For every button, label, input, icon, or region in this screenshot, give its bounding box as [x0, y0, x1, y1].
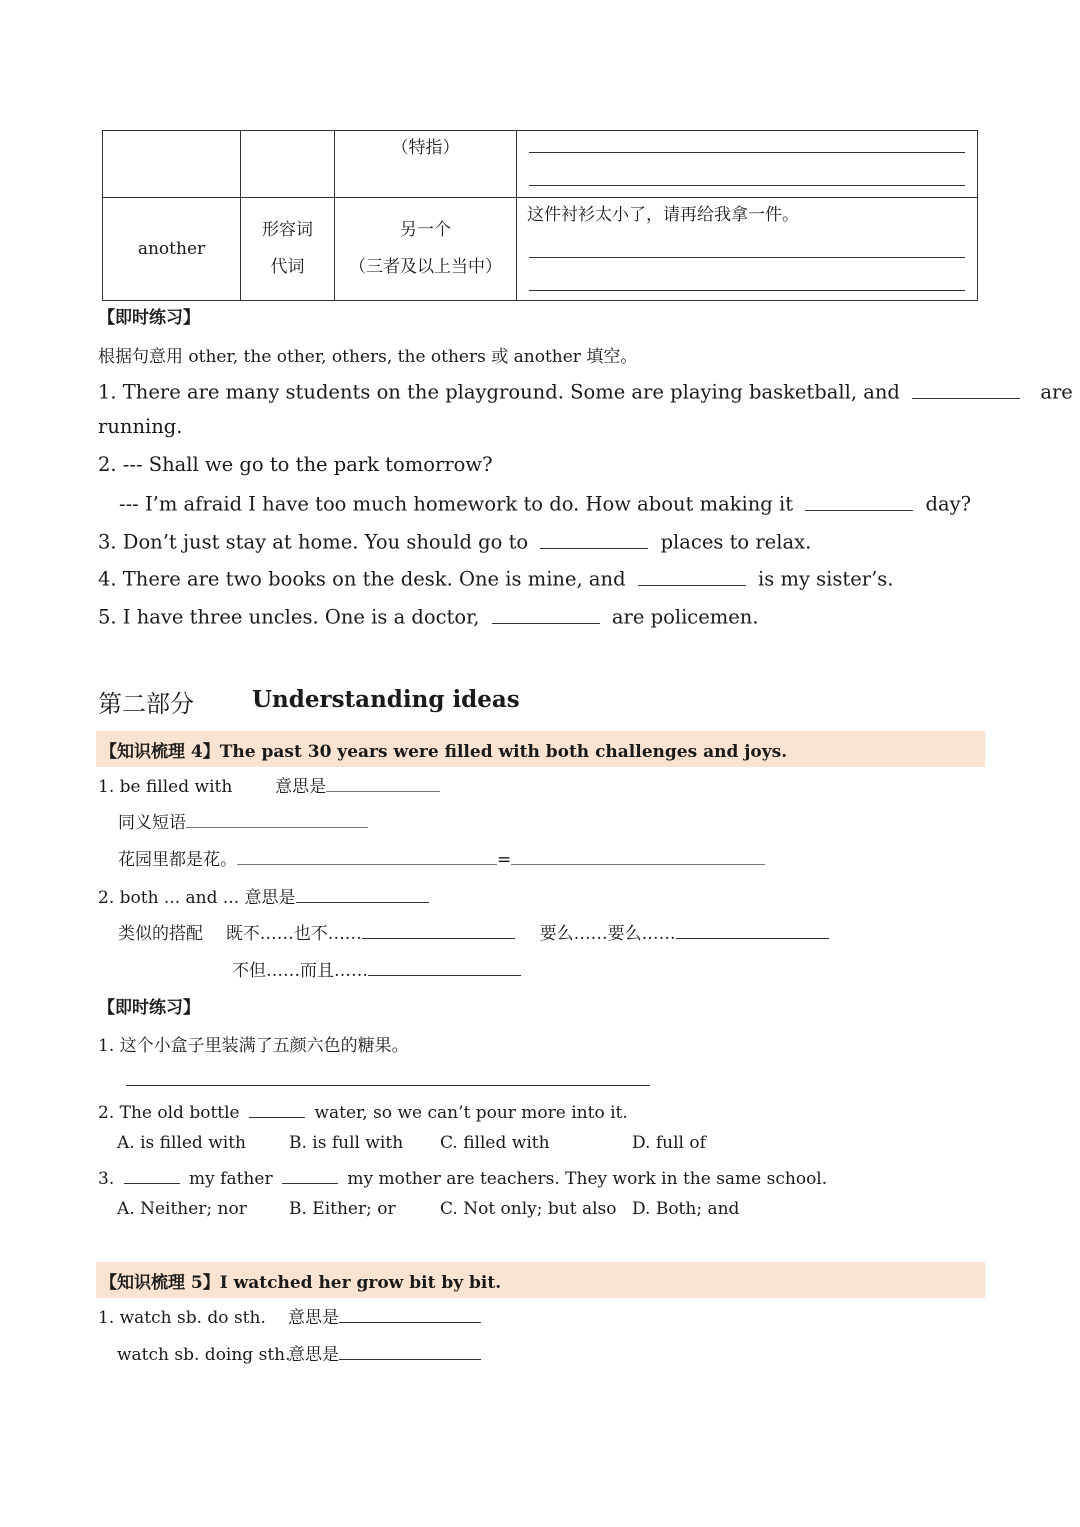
answer-line[interactable] — [126, 1085, 650, 1086]
answer-blank[interactable] — [124, 1166, 180, 1184]
option-c[interactable]: C. Not only; but also — [440, 1199, 617, 1219]
answer-line — [529, 153, 965, 186]
question-1 — [98, 378, 1073, 404]
answer-blank[interactable] — [676, 921, 829, 939]
answer-blank[interactable] — [805, 490, 913, 511]
synonym-label: 同义短语 — [118, 813, 186, 833]
question-text: are — [1040, 380, 1073, 404]
answer-blank[interactable] — [638, 565, 746, 586]
meaning-note: （三者及以上当中） — [349, 257, 502, 277]
answer-blank[interactable] — [368, 958, 521, 976]
meaning-cell — [335, 198, 517, 301]
answer-blank[interactable] — [249, 1100, 305, 1118]
k4-garden — [118, 845, 765, 870]
answer-blank[interactable] — [282, 1166, 338, 1184]
question-text: is my sister’s. — [758, 567, 894, 591]
question-text: 4. There are two books on the desk. One is mine, and — [98, 567, 626, 591]
special-reference-note: （特指） — [391, 138, 460, 158]
question-text: 2. The old bottle — [98, 1103, 240, 1123]
answer-blank[interactable] — [362, 921, 515, 939]
knowledge-title-5: 【知识梳理 5】I watched her grow bit by bit. — [100, 1273, 502, 1293]
meaning-label: 意思是 — [275, 777, 327, 797]
question-text: day? — [925, 492, 972, 516]
answer-blank[interactable] — [912, 378, 1020, 399]
option-d[interactable]: D. full of — [632, 1133, 706, 1153]
question-5 — [98, 603, 759, 629]
example-cell — [517, 198, 978, 301]
meaning-label: 意思是 — [244, 888, 296, 908]
meaning-label: 意思是 — [288, 1345, 339, 1365]
k5-item-1 — [98, 1303, 481, 1328]
practice-heading: 【即时练习】 — [98, 998, 200, 1018]
not-only-but-also: 不但……而且…… — [232, 961, 368, 981]
option-b[interactable]: B. Either; or — [289, 1199, 396, 1219]
answer-blank[interactable] — [511, 847, 765, 865]
practice-heading: 【即时练习】 — [98, 308, 200, 328]
part2-label: 第二部分 — [98, 690, 194, 718]
question-4 — [98, 565, 894, 591]
answer-blank[interactable] — [237, 847, 497, 865]
question-text: 3. — [98, 1169, 115, 1189]
table-row — [103, 131, 978, 198]
table-row — [103, 198, 978, 301]
option-a[interactable]: A. is filled with — [117, 1133, 246, 1153]
answer-line — [529, 131, 965, 153]
meaning-main: 另一个 — [400, 220, 451, 240]
question-text: my father — [189, 1169, 273, 1189]
question-1-cont: running. — [98, 415, 183, 438]
answer-blank[interactable] — [339, 1342, 481, 1360]
answer-blank[interactable] — [339, 1305, 481, 1323]
question-text: places to relax. — [660, 530, 812, 554]
p2-question-1: 1. 这个小盒子里装满了五颜六色的糖果。 — [98, 1036, 409, 1056]
question-text: water, so we can’t pour more into it. — [314, 1103, 628, 1123]
either-or: 要么……要么…… — [539, 924, 676, 944]
question-2-reply — [119, 490, 971, 516]
word-another: another — [137, 239, 206, 259]
k5-item-2 — [117, 1340, 481, 1365]
pos-pronoun: 代词 — [270, 257, 305, 277]
question-text: 1. There are many students on the playground. Some are playing basketball, and — [98, 380, 900, 404]
answer-blank[interactable] — [296, 885, 429, 903]
example-sentence: 这件衬衫太小了，请再给我拿一件。 — [527, 205, 799, 225]
question-text: 3. Don’t just stay at home. You should go to — [98, 530, 529, 554]
meaning-label: 意思是 — [288, 1308, 339, 1328]
k4-synonym — [118, 808, 368, 833]
knowledge-band-5 — [96, 1262, 985, 1298]
answer-blank[interactable] — [326, 774, 440, 792]
option-b[interactable]: B. is full with — [289, 1133, 404, 1153]
equals-sign: = — [497, 850, 512, 870]
answer-line — [529, 225, 965, 258]
option-a[interactable]: A. Neither; nor — [117, 1199, 247, 1219]
question-text: are policemen. — [611, 605, 759, 629]
phrase: watch sb. doing sth. — [117, 1345, 291, 1365]
practice-instruction: 根据句意用 other, the other, others, the others 或 another 填空。 — [98, 347, 638, 367]
phrase: 1. be filled with — [98, 777, 233, 797]
k4-item-2 — [98, 883, 429, 908]
phrase: 2. both ... and ... — [98, 888, 240, 908]
question-2: 2. --- Shall we go to the park tomorrow? — [98, 453, 493, 476]
p2-question-3 — [98, 1166, 827, 1189]
question-text: 5. I have three uncles. One is a doctor, — [98, 605, 480, 629]
answer-blank[interactable] — [540, 528, 648, 549]
answer-blank[interactable] — [492, 603, 600, 624]
phrase: 1. watch sb. do sth. — [98, 1308, 266, 1328]
p2-question-2 — [98, 1100, 628, 1123]
table-cell — [103, 131, 241, 198]
pos-cell — [241, 198, 335, 301]
pos-adjective: 形容词 — [262, 220, 313, 240]
question-3 — [98, 528, 811, 554]
grammar-table — [102, 130, 978, 301]
answer-cell — [517, 131, 978, 198]
answer-blank[interactable] — [186, 810, 368, 828]
word-cell — [103, 198, 241, 301]
question-text: my mother are teachers. They work in the same school. — [347, 1169, 828, 1189]
part2-title: Understanding ideas — [252, 686, 520, 713]
translate-prompt: 花园里都是花。 — [118, 850, 237, 870]
table-cell — [241, 131, 335, 198]
option-d[interactable]: D. Both; and — [632, 1199, 740, 1219]
question-text: --- I’m afraid I have too much homework to do. How about making it — [119, 492, 794, 516]
k4-similar — [118, 919, 829, 944]
k4-item-1 — [98, 772, 440, 797]
knowledge-band-4 — [96, 731, 985, 767]
answer-line — [529, 258, 965, 291]
similar-label: 类似的搭配 — [118, 924, 203, 944]
option-c[interactable]: C. filled with — [440, 1133, 550, 1153]
k4-notonly — [232, 956, 521, 981]
table-cell — [335, 131, 517, 198]
knowledge-title-4: 【知识梳理 4】The past 30 years were filled with both challenges and joys. — [100, 742, 788, 762]
neither-nor: 既不……也不…… — [225, 924, 362, 944]
